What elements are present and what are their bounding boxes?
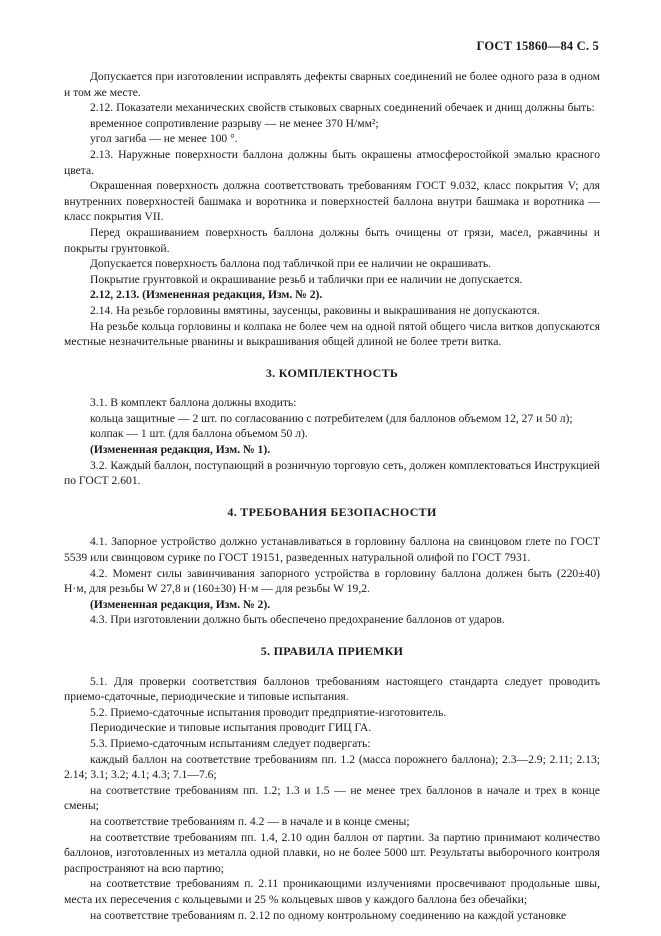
- section-heading: 4. ТРЕБОВАНИЯ БЕЗОПАСНОСТИ: [227, 504, 437, 519]
- paragraph: каждый баллон на соответствие требованиям пп. 1.2 (масса порожнего баллона); 2.3—2.9; 2.11; 2.13; 2.14; 3.1; 3.2; 4.1; 4.3; 7.1—7.6;: [64, 752, 600, 782]
- paragraph: 2.12. Показатели механических свойств стыковых сварных соединений обечаек и днищ должны быть:: [90, 101, 595, 115]
- paragraph: временное сопротивление разрыву — не менее 370 Н/мм²;: [90, 116, 379, 130]
- paragraph: 5.2. Приемо-сдаточные испытания проводит предприятие-изготовитель.: [90, 705, 447, 719]
- paragraph: Допускается поверхность баллона под табличкой при ее наличии не окрашивать.: [90, 257, 492, 271]
- paragraph: кольца защитные — 2 шт. по согласованию с потребителем (для баллонов объемом 12, 27 и 50 л);: [90, 411, 573, 425]
- amendment-note: 2.12, 2.13. (Измененная редакция, Изм. № 2).: [90, 288, 323, 302]
- page-header: ГОСТ 15860—84 С. 5: [476, 39, 599, 53]
- paragraph: 3.1. В комплект баллона должны входить:: [90, 396, 297, 410]
- paragraph: на соответствие требованиям пп. 1.2; 1.3 и 1.5 — не менее трех баллонов в начале и трех в конце смены;: [64, 783, 600, 813]
- paragraph: 2.14. На резьбе горловины вмятины, заусенцы, раковины и выкрашивания не допускаются.: [90, 303, 540, 317]
- paragraph: колпак — 1 шт. (для баллона объемом 50 л).: [90, 427, 308, 441]
- paragraph: Перед окрашиванием поверхность баллона должны быть очищены от грязи, масел, ржавчины и покрыты грунтовкой.: [64, 225, 600, 255]
- amendment-note: (Измененная редакция, Изм. № 2).: [90, 597, 271, 611]
- paragraph: Периодические и типовые испытания проводит ГИЦ ГА.: [90, 721, 372, 735]
- paragraph: на соответствие требованиям пп. 1.4, 2.10 один баллон от партии. За партию принимают количество баллонов, изготовленных из металла одной плавки, но не более 5000 шт. Результаты выборочного контроля распространяют на всю партию;: [64, 830, 600, 875]
- paragraph: 4.2. Момент силы завинчивания запорного устройства в горловину баллона должен быть (220±40) Н·м, для резьбы W 27,8 и (160±30) Н·м — для резьбы W 19,2.: [64, 566, 600, 596]
- paragraph: 4.1. Запорное устройство должно устанавливаться в горловину баллона на свинцовом глете по ГОСТ 5539 или свинцовом сурике по ГОСТ 19151, разведенных натуральной олифой по ГОСТ 7931.: [64, 535, 600, 565]
- paragraph: На резьбе кольца горловины и колпака не более чем на одной пятой общего числа витков допускаются местные незначительные рванины и выкрашивания общей длиной не более трети витка.: [64, 319, 600, 349]
- document-body: [64, 69, 600, 923]
- paragraph: 5.3. Приемо-сдаточным испытаниям следует подвергать:: [90, 736, 371, 750]
- paragraph: на соответствие требованиям п. 4.2 — в начале и в конце смены;: [90, 814, 410, 828]
- paragraph: угол загиба — не менее 100 °.: [90, 132, 238, 146]
- paragraph: Окрашенная поверхность должна соответствовать требованиям ГОСТ 9.032, класс покрытия V; для внутренних поверхностей башмака и воротника и поверхностей баллона внутри башмака и воротника — класс покрытия VII.: [64, 179, 600, 224]
- paragraph: 2.13. Наружные поверхности баллона должны быть окрашены атмосферостойкой эмалью красного цвета.: [64, 147, 600, 177]
- paragraph: Допускается при изготовлении исправлять дефекты сварных соединений не более одного раза в одном и том же месте.: [64, 70, 600, 99]
- paragraph: 3.2. Каждый баллон, поступающий в розничную торговую сеть, должен комплектоваться Инструкцией по ГОСТ 2.601.: [64, 458, 600, 488]
- section-heading: 5. ПРАВИЛА ПРИЕМКИ: [260, 644, 404, 658]
- paragraph: на соответствие требованиям п. 2.12 по одному контрольному соединению на каждой установке: [90, 908, 567, 922]
- section-heading: 3. КОМПЛЕКТНОСТЬ: [265, 365, 399, 380]
- paragraph: 4.3. При изготовлении должно быть обеспечено предохранение баллонов от ударов.: [90, 613, 505, 627]
- paragraph: на соответствие требованиям п. 2.11 проникающими излучениями просвечивают продольные швы, места их пересечения с кольцевыми и 25 % кольцевых швов у каждого баллона без обечайки;: [64, 877, 600, 906]
- paragraph: 5.1. Для проверки соответствия баллонов требованиям настоящего стандарта следует проводить приемо-сдаточные, периодические и типовые испытания.: [64, 674, 600, 704]
- amendment-note: (Измененная редакция, Изм. № 1).: [90, 443, 271, 457]
- paragraph: Покрытие грунтовкой и окрашивание резьб и таблички при ее наличии не допускается.: [90, 272, 523, 286]
